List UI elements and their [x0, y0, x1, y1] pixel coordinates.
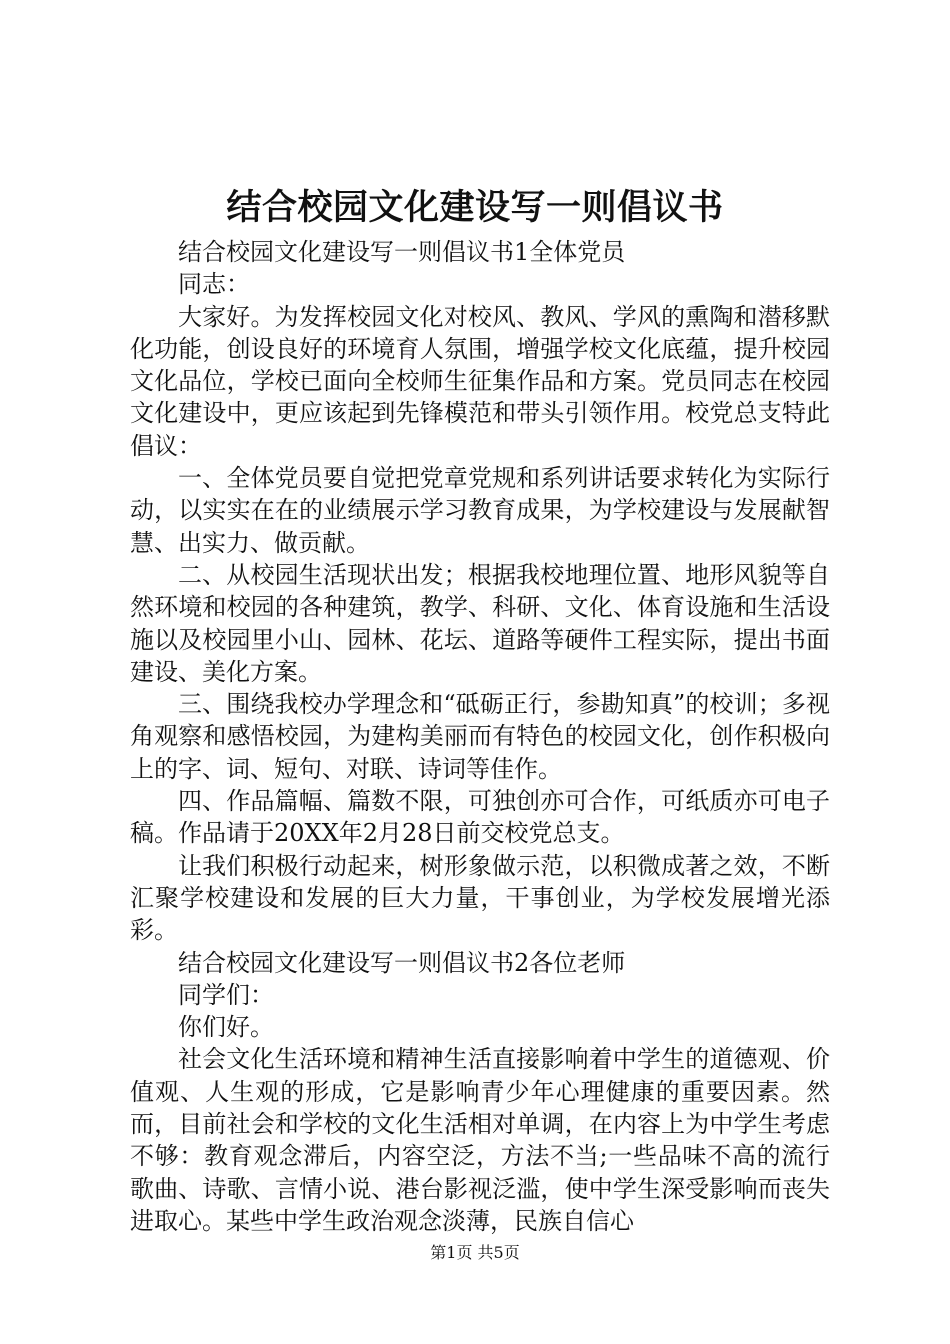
- paragraph: 大家好。为发挥校园文化对校风、教风、学风的熏陶和潜移默化功能，创设良好的环境育人氛围，增强学校文化底蕴，提升校园文化品位，学校已面向全校师生征集作品和方案。党员同志在校园文化建设中，更应该起到先锋模范和带头引领作用。校党总支特此倡议：: [130, 302, 830, 460]
- paragraph: 社会文化生活环境和精神生活直接影响着中学生的道德观、价值观、人生观的形成，它是影响青少年心理健康的重要因素。然而，目前社会和学校的文化生活相对单调，在内容上为中学生考虑不够：教育观念滞后，内容空泛，方法不当;一些品味不高的流行歌曲、诗歌、言情小说、港台影视泛滥，使中学生深受影响而丧失进取心。某些中学生政治观念淡薄，民族自信心: [130, 1045, 830, 1235]
- paragraph: 结合校园文化建设写一则倡议书2各位老师: [178, 948, 626, 977]
- paragraph: 同学们：: [178, 980, 274, 1009]
- document-body: [130, 236, 830, 1237]
- paragraph: 让我们积极行动起来，树形象做示范，以积微成著之效，不断汇聚学校建设和发展的巨大力量，干事创业，为学校发展增光添彩。: [130, 851, 830, 945]
- paragraph: 二、从校园生活现状出发；根据我校地理位置、地形风貌等自然环境和校园的各种建筑，教学、科研、文化、体育设施和生活设施以及校园里小山、园林、花坛、道路等硬件工程实际，提出书面建设、美化方案。: [130, 560, 830, 686]
- document-title: 结合校园文化建设写一则倡议书: [226, 187, 724, 228]
- paragraph: 结合校园文化建设写一则倡议书1全体党员: [178, 238, 626, 266]
- page-number-footer: 第1页 共5页: [430, 1243, 520, 1262]
- paragraph: 四、作品篇幅、篇数不限，可独创亦可合作，可纸质亦可电子稿。作品请于20XX年2月28日前交校党总支。: [130, 787, 830, 848]
- paragraph: 一、全体党员要自觉把党章党规和系列讲话要求转化为实际行动，以实实在在的业绩展示学习教育成果，为学校建设与发展献智慧、出实力、做贡献。: [130, 464, 830, 557]
- paragraph: 你们好。: [178, 1013, 274, 1042]
- paragraph: 三、围绕我校办学理念和“砥砺正行，参勘知真”的校训；多视角观察和感悟校园，为建构美丽而有特色的校园文化，创作积极向上的字、词、短句、对联、诗词等佳作。: [130, 690, 830, 783]
- paragraph: 同志：: [178, 270, 250, 299]
